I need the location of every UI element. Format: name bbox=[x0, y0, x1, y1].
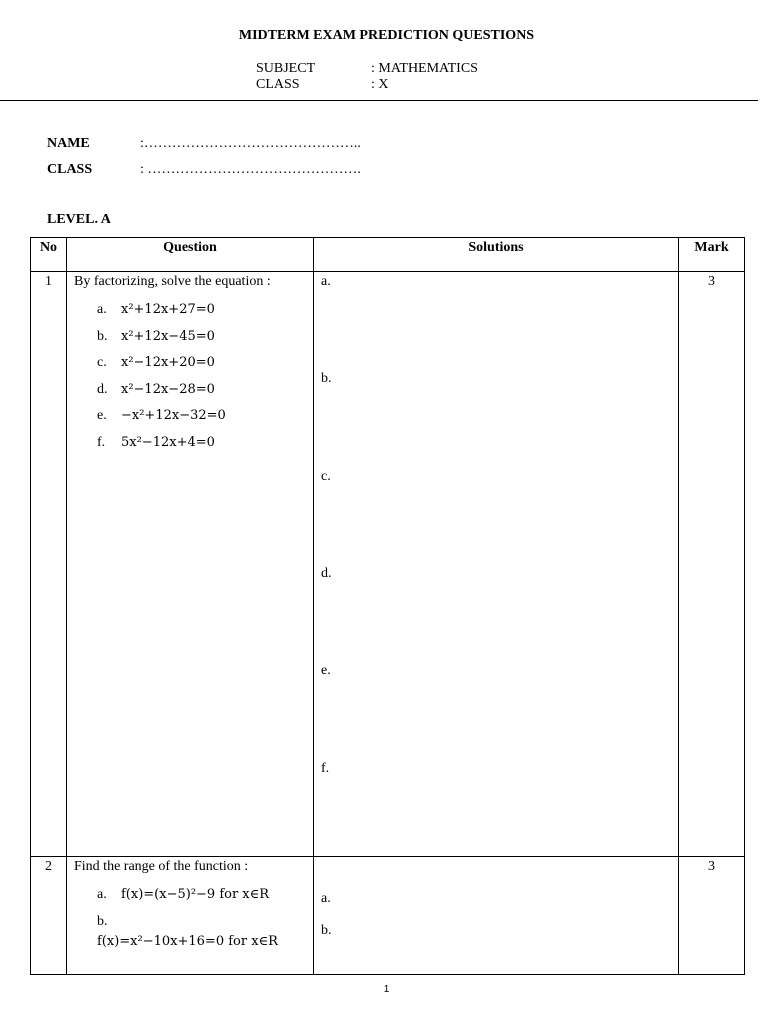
question-number: 2 bbox=[31, 857, 67, 975]
header-mark: Mark bbox=[679, 238, 745, 272]
header-solutions: Solutions bbox=[314, 238, 679, 272]
name-label: NAME bbox=[47, 136, 90, 151]
option-item: a. f(x)=(x−5)²−9 for x∈R bbox=[97, 887, 270, 902]
student-class-label: CLASS bbox=[47, 162, 93, 177]
header-divider bbox=[0, 100, 758, 101]
table-row bbox=[31, 272, 745, 857]
question-mark: 3 bbox=[679, 857, 745, 975]
question-cell bbox=[67, 272, 314, 857]
solution-label: b. bbox=[321, 923, 332, 938]
question-mark: 3 bbox=[679, 272, 745, 857]
page-title: MIDTERM EXAM PREDICTION QUESTIONS bbox=[238, 28, 535, 43]
option-item: b. x²+12x−45=0 bbox=[97, 328, 215, 344]
header-question: Question bbox=[67, 238, 314, 272]
option-item: e. −x²+12x−32=0 bbox=[97, 408, 226, 423]
class-value: : X bbox=[371, 77, 389, 92]
solution-cell bbox=[314, 272, 679, 857]
option-item: c. x²−12x+20=0 bbox=[97, 355, 215, 370]
option-item: d. x²−12x−28=0 bbox=[97, 381, 215, 397]
question-text: Find the range of the function : bbox=[74, 859, 249, 874]
class-label: CLASS bbox=[256, 77, 300, 92]
option-item: b. f(x)=x²−10x+16=0 for x∈R bbox=[97, 913, 278, 949]
solution-label: b. bbox=[321, 371, 332, 386]
questions-table bbox=[30, 237, 745, 975]
student-class-field: : ………………………………………. bbox=[140, 162, 361, 177]
solution-cell bbox=[314, 857, 679, 975]
header-no: No bbox=[31, 238, 67, 272]
page-number: 1 bbox=[383, 984, 390, 995]
solution-label: a. bbox=[321, 274, 331, 289]
option-item: a. x²+12x+27=0 bbox=[97, 302, 215, 317]
level-heading: LEVEL. A bbox=[47, 212, 111, 227]
option-item: f. 5x²−12x+4=0 bbox=[97, 434, 215, 450]
table-row bbox=[31, 857, 745, 975]
table-header-row bbox=[31, 238, 745, 272]
solution-label: a. bbox=[321, 891, 331, 906]
solution-label: c. bbox=[321, 469, 331, 484]
solution-label: d. bbox=[321, 566, 332, 581]
name-field: :……………………………………….. bbox=[140, 136, 361, 151]
question-number: 1 bbox=[31, 272, 67, 857]
question-cell bbox=[67, 857, 314, 975]
subject-label: SUBJECT bbox=[256, 61, 316, 76]
solution-label: f. bbox=[321, 761, 330, 776]
question-text: By factorizing, solve the equation : bbox=[74, 274, 271, 289]
subject-value: : MATHEMATICS bbox=[371, 61, 478, 76]
solution-label: e. bbox=[321, 663, 331, 678]
